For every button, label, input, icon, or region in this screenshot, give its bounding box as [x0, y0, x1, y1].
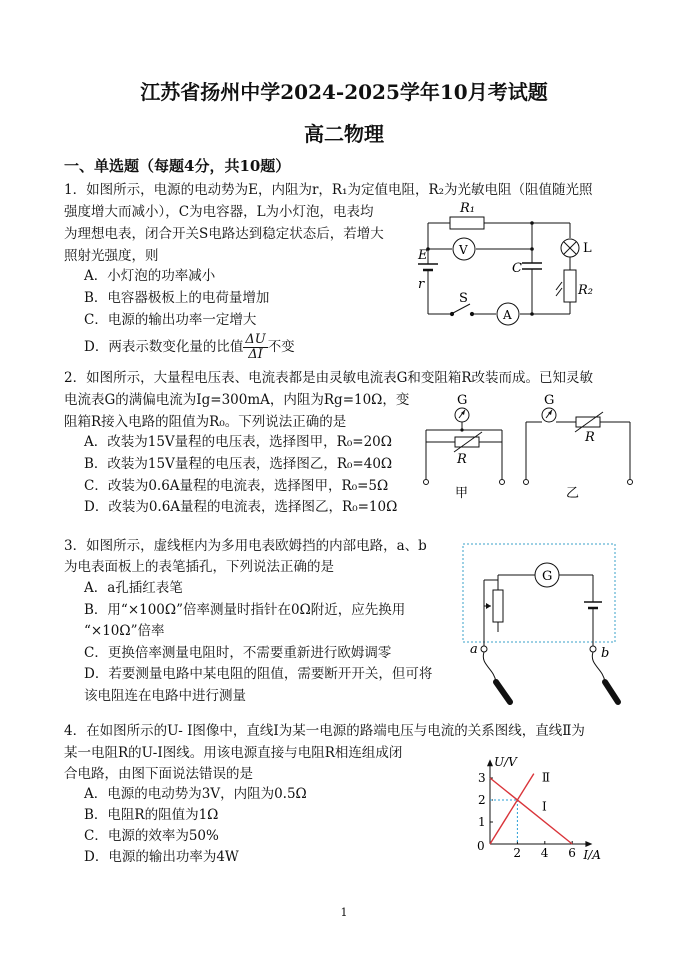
- galvanometer-icon: [455, 408, 469, 422]
- q2-option-a: A．改装为15V量程的电压表，选择图甲，R₀=20Ω: [84, 434, 392, 450]
- q2-option-d: D．改装为0.6A量程的电流表，选择图乙，R₀=10Ω: [84, 499, 398, 515]
- variable-resistor: [493, 590, 503, 622]
- q3-option-b-1: B．用“×100Ω”倍率测量时指针在0Ω附近，应先换用: [84, 602, 406, 618]
- q1-line4: 照射光强度，则: [64, 248, 159, 264]
- q2-line3: 阻箱R接入电路的阻值为R₀。下列说法正确的是: [64, 414, 347, 430]
- q4-ui-graph: [440, 740, 600, 865]
- q1-option-d: [84, 333, 295, 362]
- q1-circuit-diagram: [410, 196, 593, 326]
- q2-line1: 2．如图所示，大量程电压表、电流表都是由灵敏电流表G和变阻箱R改装而成。已知灵敏: [64, 370, 594, 386]
- galvanometer-icon: [542, 408, 556, 422]
- q3-option-c: C．更换倍率测量电阻时，不需要重新进行欧姆调零: [84, 645, 392, 661]
- q2-option-b: B．改装为15V量程的电压表，选择图乙，R₀=40Ω: [84, 456, 393, 472]
- q4-option-c: C．电源的效率为50%: [84, 828, 219, 844]
- q2-option-c: C．改装为0.6A量程的电流表，选择图甲，R₀=5Ω: [84, 478, 389, 494]
- label-g-jia: G: [457, 393, 468, 408]
- q4-option-b: B．电阻R的阻值为1Ω: [84, 807, 219, 823]
- label-r-yi: R: [585, 430, 595, 445]
- q3-option-b-2: “×10Ω”倍率: [84, 623, 165, 639]
- label-e: E: [418, 248, 428, 263]
- dashed-box: [463, 544, 615, 642]
- x-tick-label: 2: [513, 846, 522, 860]
- q1-line1: 1．如图所示，电源的电动势为E，内阻为r，R₁为定值电阻，R₂为光敏电阻（阻值随光照: [64, 182, 593, 198]
- q1-option-b: B．电容器极板上的电荷量增加: [84, 290, 270, 306]
- q4-line3: 合电路，由图下面说法错误的是: [64, 766, 253, 782]
- y-tick-label: 2: [478, 793, 486, 807]
- q1-option-a: A．小灯泡的功率减小: [84, 268, 216, 284]
- rheostat-jia: [455, 437, 479, 447]
- q1-ratio-fraction: [243, 333, 267, 362]
- q4-option-d: D．电源的输出功率为4W: [84, 849, 239, 865]
- label-l: L: [583, 241, 592, 256]
- series-line: [490, 778, 572, 844]
- test-probe-a: [496, 682, 510, 702]
- section-heading: 一、单选题（每题4分，共10题）: [64, 157, 291, 175]
- label-g: G: [542, 569, 553, 584]
- origin-label: 0: [477, 839, 485, 853]
- x-tick-label: 4: [540, 846, 549, 860]
- y-tick-label: 3: [478, 771, 486, 785]
- q3-option-a: A．a孔插红表笔: [84, 580, 183, 596]
- chart-labels: [477, 755, 601, 862]
- label-r2: R₂: [578, 283, 593, 298]
- page-number: 1: [340, 906, 348, 919]
- exam-subtitle: 高二物理: [304, 122, 384, 146]
- q4-line1: 4．在如图所示的U- I图像中，直线Ⅰ为某一电源的路端电压与电流的关系图线，直线Ⅱ为: [64, 723, 585, 739]
- q3-line1: 3．如图所示，虚线框内为多用电表欧姆挡的内部电路，a、b: [64, 538, 427, 554]
- q2-circuit-diagrams: [410, 386, 640, 501]
- rheostat-yi: [576, 417, 600, 427]
- label-b-socket: b: [601, 646, 610, 661]
- q4-line2: 某一电阻R的U-I图线。用该电源直接与电阻R相连组成闭: [64, 745, 403, 761]
- x-tick-label: 6: [568, 846, 576, 860]
- y-axis-arrow: [487, 759, 493, 766]
- label-v: V: [459, 243, 468, 257]
- q3-ohmmeter-diagram: [460, 540, 620, 710]
- chart-lines: [490, 774, 572, 844]
- q1-option-d-pre: D．两表示数变化量的比值: [84, 339, 244, 355]
- q3-line2: 为电表面板上的表笔插孔，下列说法正确的是: [64, 559, 334, 575]
- exam-title: 江苏省扬州中学2024-2025学年10月考试题: [140, 80, 548, 104]
- label-jia: 甲: [455, 486, 469, 501]
- test-probe-b: [605, 682, 618, 702]
- label-s: S: [459, 291, 468, 306]
- y-tick-label: 1: [478, 815, 486, 829]
- label-a-socket: a: [470, 642, 478, 657]
- r2-photoresistor: [564, 270, 576, 302]
- series-label: Ⅱ: [541, 770, 550, 785]
- x-axis-label: I/A: [583, 848, 601, 862]
- q1-line2: 强度增大而减小），C为电容器，L为小灯泡，电表均: [64, 204, 374, 220]
- r1-resistor: [450, 217, 484, 229]
- q1-fraction-den: ΔI: [248, 347, 263, 362]
- label-g-yi: G: [544, 393, 555, 408]
- label-a: A: [503, 308, 512, 322]
- q3-option-d-1: D．若要测量电路中某电阻的阻值，需要断开开关，但可将: [84, 666, 433, 682]
- q4-option-a: A．电源的电动势为3V，内阻为0.5Ω: [84, 786, 307, 802]
- y-axis-label: U/V: [494, 755, 517, 770]
- label-r-jia: R: [457, 452, 467, 467]
- series-label: Ⅰ: [541, 799, 547, 814]
- label-yi: 乙: [566, 486, 580, 501]
- label-c: C: [512, 261, 522, 276]
- x-axis-arrow: [585, 841, 592, 847]
- q1-option-c: C．电源的输出功率一定增大: [84, 312, 257, 328]
- q1-line3: 为理想电表，闭合开关S电路达到稳定状态后，若增大: [64, 226, 384, 242]
- q3-option-d-2: 该电阻连在电路中进行测量: [84, 688, 246, 704]
- q2-line2: 电流表G的满偏电流为Ig=300mA，内阻为Rg=10Ω，变: [64, 392, 410, 408]
- chart-axes: [487, 759, 592, 847]
- q1-fraction-num: ΔU: [245, 332, 266, 347]
- label-r: r: [418, 277, 425, 292]
- q1-option-d-post: 不变: [267, 339, 295, 355]
- label-r1: R₁: [460, 201, 475, 216]
